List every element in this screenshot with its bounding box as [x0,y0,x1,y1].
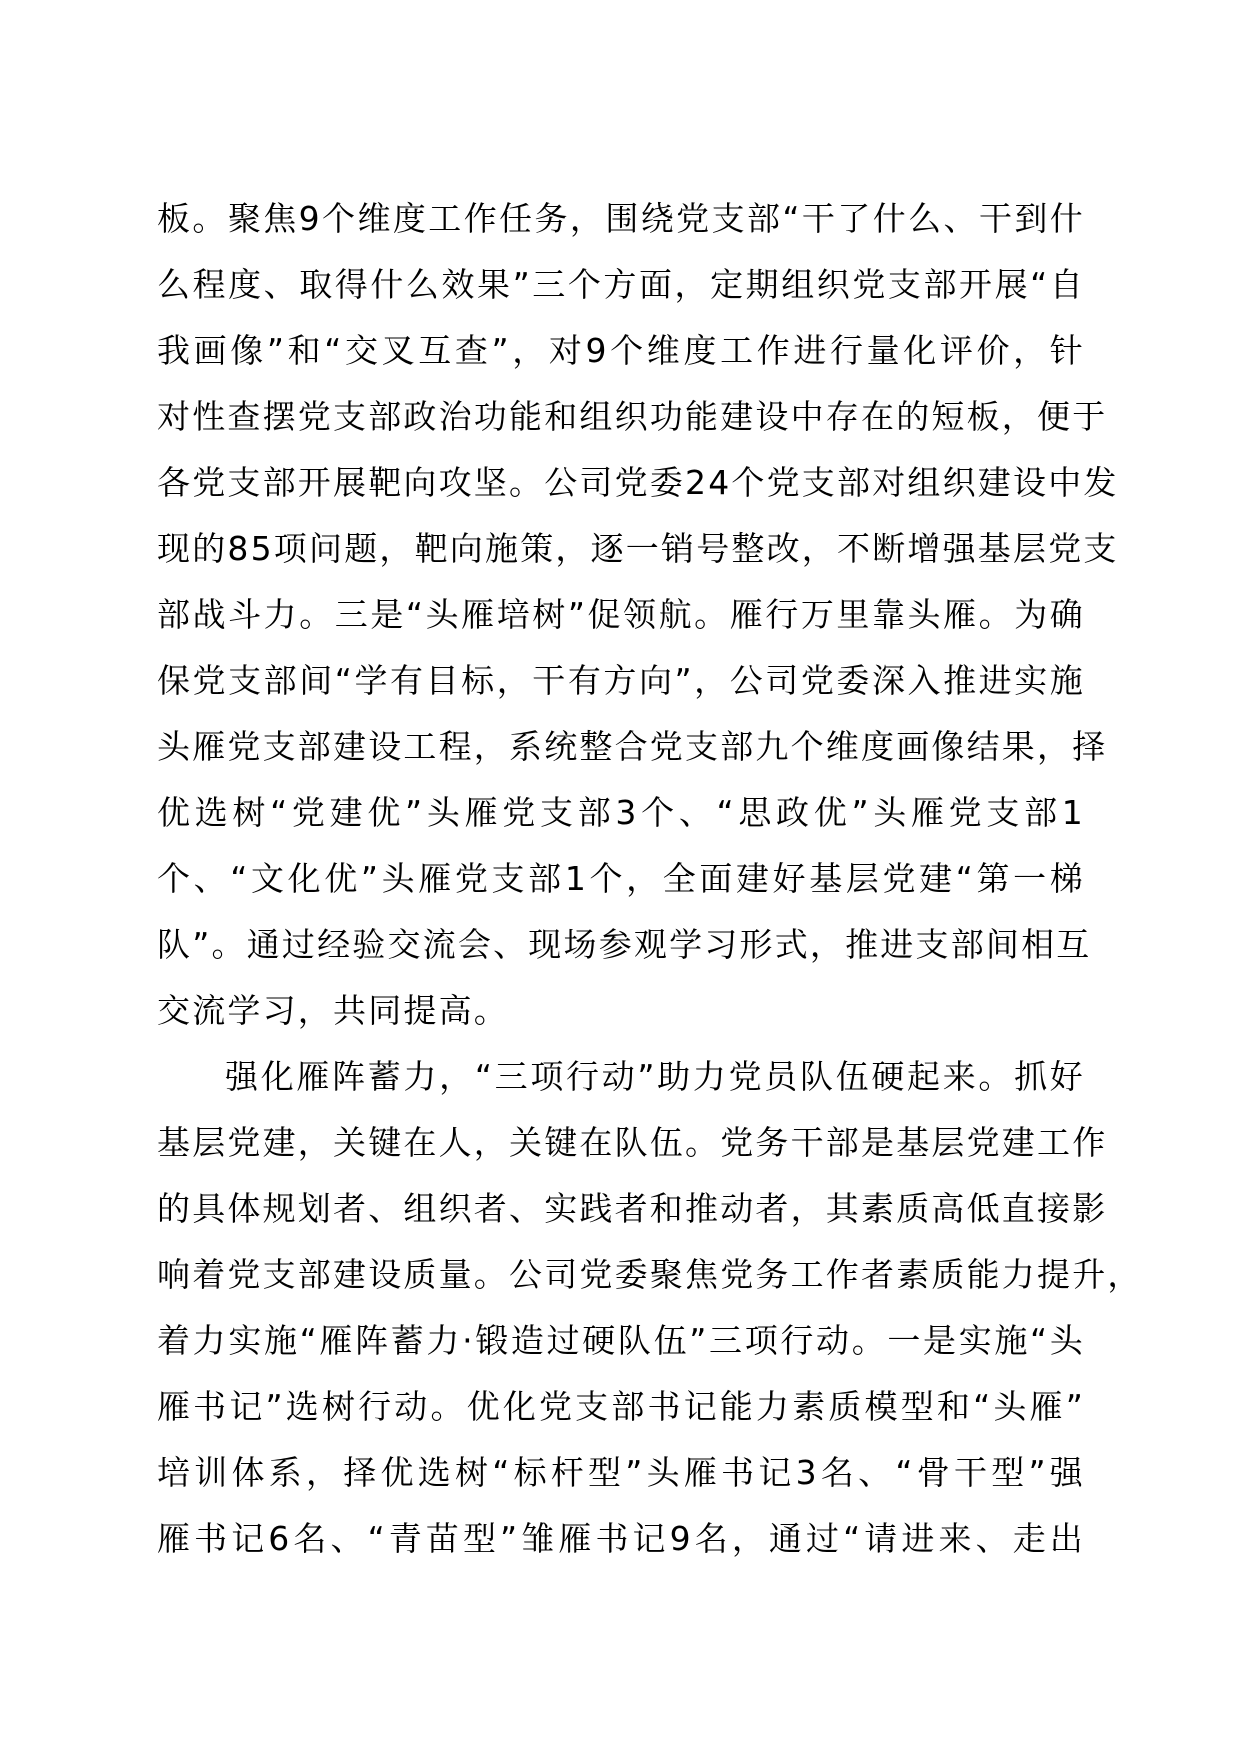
text-line: 交流学习，共同提高。 [157,991,509,1030]
body-text [157,186,1143,1572]
text-line: 响着党支部建设质量。公司党委聚焦党务工作者素质能力提升， [157,1255,1143,1294]
text-line: 基层党建，关键在人，关键在队伍。党务干部是基层党建工作 [157,1123,1108,1162]
text-line: 雁书记6名、“青苗型”雏雁书记9名，通过“请进来、走出 [157,1519,1085,1558]
text-line: 着力实施“雁阵蓄力·锻造过硬队伍”三项行动。一是实施“头 [157,1321,1085,1360]
text-line: 现的85项问题，靶向施策，逐一销号整改，不断增强基层党支 [157,529,1119,568]
text-line: 保党支部间“学有目标，干有方向”，公司党委深入推进实施 [157,661,1085,700]
text-line: 的具体规划者、组织者、实践者和推动者，其素质高低直接影 [157,1189,1108,1228]
text-line: 个、“文化优”头雁党支部1个，全面建好基层党建“第一梯 [157,859,1085,898]
text-line: 强化雁阵蓄力，“三项行动”助力党员队伍硬起来。抓好 [225,1057,1085,1096]
text-line: 各党支部开展靶向攻坚。公司党委24个党支部对组织建设中发 [157,463,1119,502]
text-line: 我画像”和“交叉互查”，对9个维度工作进行量化评价，针 [157,331,1085,370]
text-line: 么程度、取得什么效果”三个方面，定期组织党支部开展“自 [157,265,1085,304]
paragraph-1 [157,186,1119,1044]
text-line: 头雁党支部建设工程，系统整合党支部九个维度画像结果，择 [157,727,1108,766]
text-line: 优选树“党建优”头雁党支部3个、“思政优”头雁党支部1 [157,793,1085,832]
text-line: 雁书记”选树行动。优化党支部书记能力素质模型和“头雁” [157,1387,1085,1426]
text-line: 对性查摆党支部政治功能和组织功能建设中存在的短板，便于 [157,397,1108,436]
paragraph-2 [157,1044,1143,1572]
text-line: 培训体系，择优选树“标杆型”头雁书记3名、“骨干型”强 [157,1453,1085,1492]
text-line: 部战斗力。三是“头雁培树”促领航。雁行万里靠头雁。为确 [157,595,1085,634]
text-line: 板。聚焦9个维度工作任务，围绕党支部“干了什么、干到什 [157,199,1085,238]
text-line: 队”。通过经验交流会、现场参观学习形式，推进支部间相互 [157,925,1092,964]
